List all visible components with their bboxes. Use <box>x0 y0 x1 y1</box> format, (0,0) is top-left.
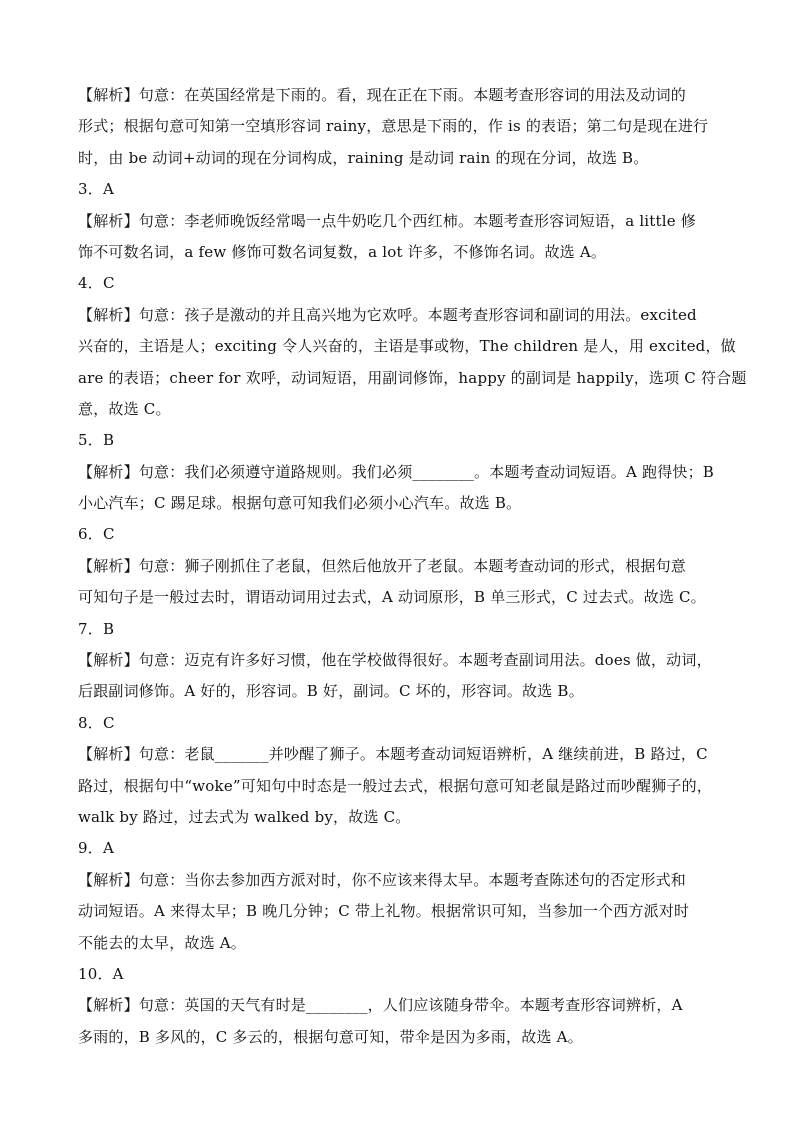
question-number: 6．C <box>78 525 115 544</box>
question-number: 9．A <box>78 839 114 858</box>
text-line: 多雨的，B 多风的，C 多云的，根据句意可知，带伞是因为多雨，故选 A。 <box>78 1027 583 1046</box>
text-line: 【解析】句意：李老师晚饭经常喝一点牛奶吃几个西红柿。本题考查形容词短语，a little 修 <box>78 211 697 230</box>
text-line: 动词短语。A 来得太早；B 晚几分钟；C 带上礼物。根据常识可知，当参加一个西方派对时 <box>78 902 690 921</box>
question-number: 5．B <box>78 431 115 450</box>
question-number: 10．A <box>78 964 124 983</box>
text-line: walk by 路过，过去式为 walked by，故选 C。 <box>78 807 411 826</box>
text-line: 形式；根据句意可知第一空填形容词 rainy，意思是下雨的，作 is 的表语；第二句是现在进行 <box>78 117 709 136</box>
question-number: 4．C <box>78 274 115 293</box>
text-line: 【解析】句意：迈克有许多好习惯，他在学校做得很好。本题考查副词用法。does 做，动词， <box>78 651 712 670</box>
question-number: 7．B <box>78 619 115 638</box>
text-line: 【解析】句意：孩子是激动的并且高兴地为它欢呼。本题考查形容词和副词的用法。excited <box>78 305 697 324</box>
text-line: 兴奋的，主语是人；exciting 令人兴奋的，主语是事或物，The children 是人，用 excited，做 <box>78 337 736 356</box>
text-line: 不能去的太早，故选 A。 <box>78 933 247 952</box>
text-line: are 的表语；cheer for 欢呼，动词短语，用副词修饰，happy 的副词是 happily，选项 C 符合题 <box>78 368 747 387</box>
text-line: 小心汽车；C 踢足球。根据句意可知我们必须小心汽车。故选 B。 <box>78 494 522 513</box>
answer-explanations <box>78 80 746 1053</box>
text-line: 【解析】句意：我们必须遵守道路规则。我们必须________。本题考查动词短语。A 跑得快；B <box>78 462 715 481</box>
text-line: 意，故选 C。 <box>78 399 171 418</box>
text-line: 【解析】句意：当你去参加西方派对时，你不应该来得太早。本题考查陈述句的否定形式和 <box>78 870 687 889</box>
text-line: 可知句子是一般过去时，谓语动词用过去式，A 动词原形，B 单三形式，C 过去式。故选 C。 <box>78 588 706 607</box>
text-line: 【解析】句意：英国的天气有时是________，人们应该随身带伞。本题考查形容词辨析，A <box>78 996 683 1015</box>
question-number: 8．C <box>78 713 115 732</box>
text-line: 后跟副词修饰。A 好的，形容词。B 好，副词。C 坏的，形容词。故选 B。 <box>78 682 584 701</box>
text-line: 【解析】句意：在英国经常是下雨的。看，现在正在下雨。本题考查形容词的用法及动词的 <box>78 86 687 104</box>
text-line: 【解析】句意：老鼠_______并吵醒了狮子。本题考查动词短语辨析，A 继续前进，B 路过，C <box>78 745 708 764</box>
text-line: 时，由 be 动词+动词的现在分词构成，raining 是动词 rain 的现在分词，故选 B。 <box>78 148 649 167</box>
text-line: 【解析】句意：狮子刚抓住了老鼠，但然后他放开了老鼠。本题考查动词的形式，根据句意 <box>78 556 687 575</box>
text-line: 饰不可数名词，a few 修饰可数名词复数，a lot 许多，不修饰名词。故选 A。 <box>78 242 607 261</box>
text-line: 路过，根据句中“woke”可知句中时态是一般过去式，根据句意可知老鼠是路过而吵醒狮子的， <box>78 776 712 795</box>
question-number: 3．A <box>78 180 114 199</box>
